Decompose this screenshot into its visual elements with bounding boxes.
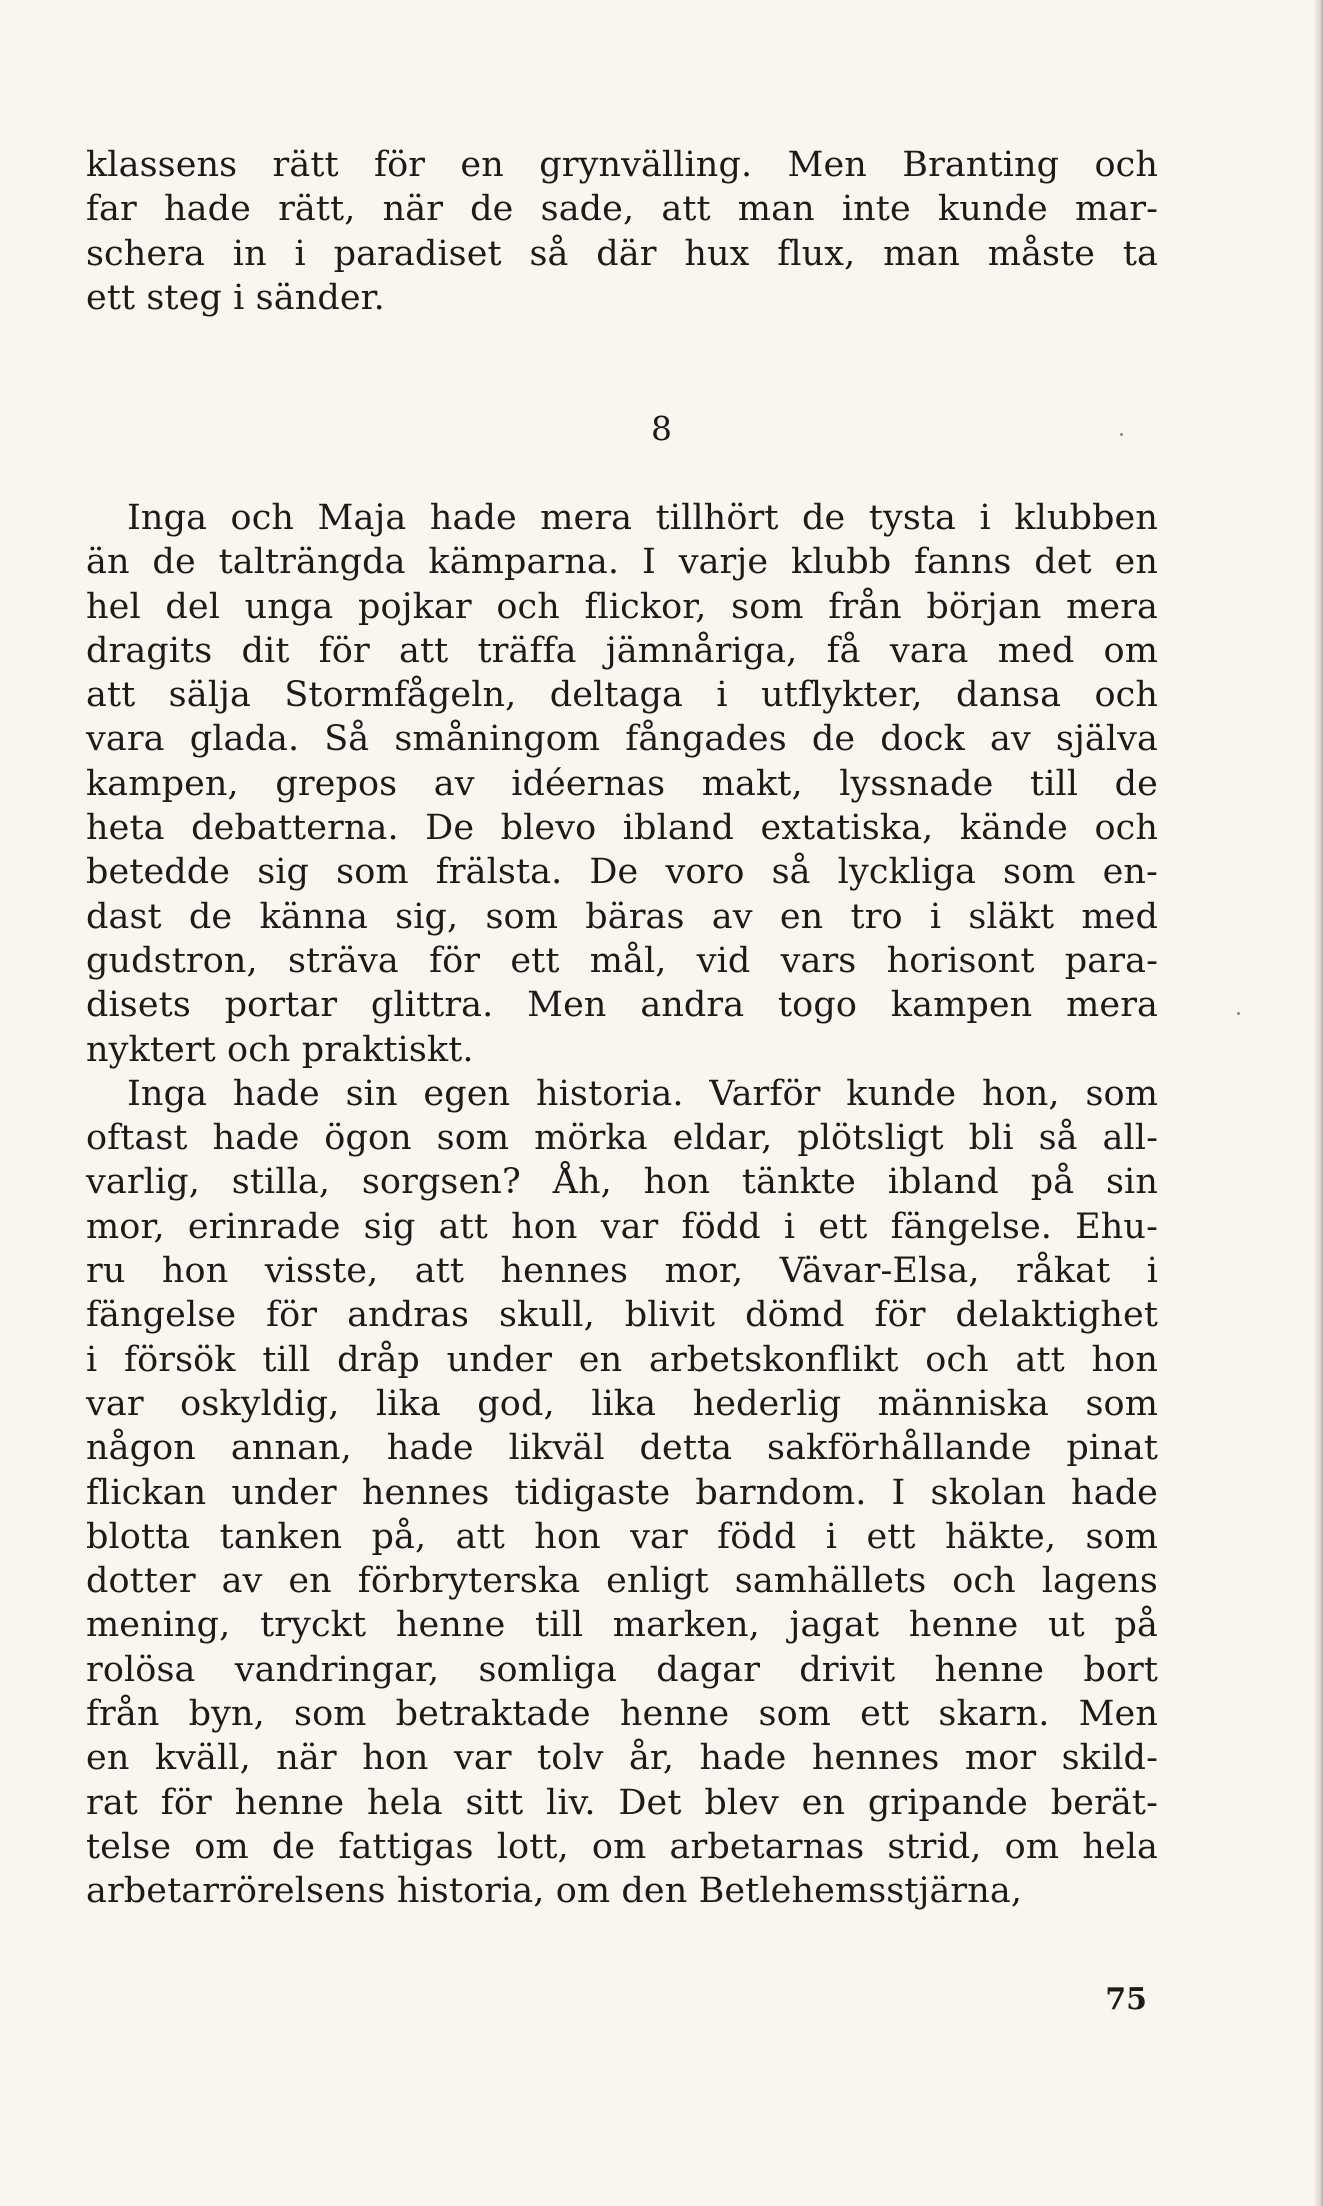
text-line: gudstron, sträva för ett mål, vid vars horisont para- [86,940,1158,981]
text-line: rat för henne hela sitt liv. Det blev en gripande berät- [86,1782,1158,1823]
text-line: ett steg i sänder. [86,277,385,318]
text-line: kampen, grepos av idéernas makt, lyssnade till de [86,763,1158,804]
text-line: dast de känna sig, som bäras av en tro i släkt med [86,896,1158,937]
text-line: än de talträngda kämparna. I varje klubb fanns det en [86,542,1158,583]
page-edge [1313,0,1323,2206]
text-line: schera in i paradiset så där hux flux, man måste ta [86,233,1158,274]
text-line: varlig, stilla, sorgsen? Åh, hon tänkte ibland på sin [86,1162,1158,1203]
paper-speck [1120,433,1123,436]
text-line: i försök till dråp under en arbetskonflikt och att hon [86,1339,1158,1380]
text-line: att sälja Stormfågeln, deltaga i utflykter, dansa och [86,675,1158,716]
text-line: vara glada. Så småningom fångades de dock av själva [86,719,1158,760]
paragraph-2 [86,1072,1158,1914]
text-line: Inga och Maja hade mera tillhört de tysta i klubben [127,498,1158,538]
text-line: nyktert och praktiskt. [86,1029,474,1070]
text-line: rolösa vandringar, somliga dagar drivit henne bort [86,1649,1158,1690]
text-line: betedde sig som frälsta. De voro så lyckliga som en- [86,852,1158,893]
text-line: dragits dit för att träffa jämnåriga, få vara med om [86,630,1158,671]
text-line: dotter av en förbryterska enligt samhällets och lagens [86,1561,1158,1602]
text-line: hel del unga pojkar och flickor, som från början mera [86,586,1158,627]
text-line: fängelse för andras skull, blivit dömd för delaktighet [86,1295,1158,1336]
text-line: från byn, som betraktade henne som ett skarn. Men [86,1694,1158,1735]
text-line: arbetarrörelsens historia, om den Betlehemsstjärna, [86,1871,1023,1912]
page-number: 75 [1105,1982,1147,2017]
chapter-section-body [86,496,1158,1914]
text-line: mening, tryckt henne till marken, jagat henne ut på [86,1605,1158,1646]
text-line: klassens rätt för en grynvälling. Men Branting och [86,145,1158,185]
text-line: en kväll, när hon var tolv år, hade hennes mor skild- [86,1738,1158,1779]
text-line: ru hon visste, att hennes mor, Vävar-Elsa, råkat i [86,1251,1158,1292]
text-line: Inga hade sin egen historia. Varför kunde hon, som [127,1073,1158,1114]
paragraph-1 [86,496,1158,1072]
paper-speck [1237,1012,1240,1015]
text-line: var oskyldig, lika god, lika hederlig människa som [86,1383,1158,1424]
section-number: 8 [651,409,672,448]
text-line: någon annan, hade likväl detta sakförhållande pinat [86,1428,1158,1469]
previous-paragraph-continuation [86,143,1158,320]
text-line: oftast hade ögon som mörka eldar, plötsligt bli så all- [86,1118,1158,1159]
text-line: telse om de fattigas lott, om arbetarnas strid, om hela [86,1826,1158,1867]
text-line: mor, erinrade sig att hon var född i ett fängelse. Ehu- [86,1206,1158,1247]
text-line: disets portar glittra. Men andra togo kampen mera [86,985,1158,1026]
text-line: far hade rätt, när de sade, att man inte kunde mar- [86,189,1158,230]
text-line: flickan under hennes tidigaste barndom. I skolan hade [86,1472,1158,1513]
text-line: blotta tanken på, att hon var född i ett häkte, som [86,1516,1158,1557]
text-line: heta debatterna. De blevo ibland extatiska, kände och [86,808,1158,849]
